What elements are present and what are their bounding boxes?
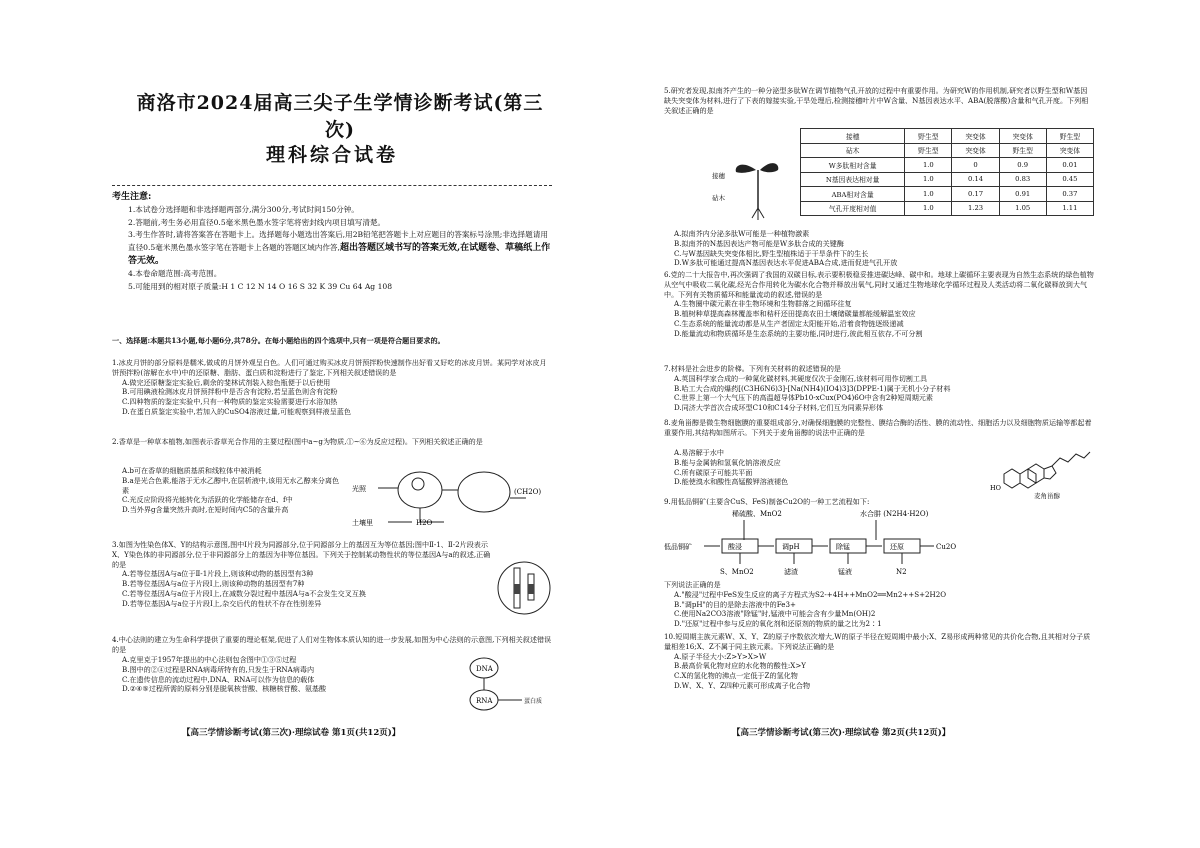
product-label: (CH2O) bbox=[514, 488, 542, 496]
notes-heading: 考生注意: bbox=[112, 192, 152, 202]
question-4-options bbox=[112, 655, 434, 694]
table-row bbox=[801, 158, 1094, 173]
table-cell: 1.0 bbox=[905, 187, 952, 202]
ring-d bbox=[1044, 466, 1056, 479]
homologous-segment bbox=[514, 584, 520, 594]
option: B.若等位基因A与a位于片段Ⅰ上,则该种动物的基因型有7种 bbox=[122, 579, 305, 589]
table-cell: 突变体 bbox=[999, 129, 1046, 144]
byproduct-label: 滤渣 bbox=[784, 568, 798, 576]
table-cell: 野生型 bbox=[905, 143, 952, 158]
option: D.若等位基因A与a位于片段Ⅰ上,杂交后代的性状不存在性别差异 bbox=[122, 598, 322, 608]
option: D.②④⑤过程所需的原料分别是脱氧核苷酸、核糖核苷酸、氨基酸 bbox=[122, 684, 327, 694]
paper-subtitle: 理科综合试卷 bbox=[265, 144, 398, 166]
photosynthesis-diagram bbox=[348, 458, 552, 538]
option: D.当外界g含量突然升高时,在短时间内C5的含量升高 bbox=[122, 505, 289, 515]
table-cell: 1.0 bbox=[905, 172, 952, 187]
option: B.拟南芥的N基因表达产物可能是W多肽合成的关键酶 bbox=[674, 238, 844, 248]
table-cell: 砧木 bbox=[801, 143, 905, 158]
question-8 bbox=[664, 418, 1094, 438]
central-dogma-diagram bbox=[438, 648, 552, 718]
process-flow-diagram bbox=[664, 506, 994, 578]
flow-start: 低品铜矿 bbox=[664, 543, 692, 551]
question-9-options bbox=[664, 580, 1094, 629]
section-heading: 一、选择题:本题共13小题,每小题6分,共78分。在每小题给出的四个选项中,只有一项是符合题目要求的。 bbox=[112, 336, 445, 345]
page-footer: 【高三学情诊断考试(第三次)·理综试卷 第1页(共12页)】 bbox=[182, 728, 401, 738]
note-item: 1.本试卷分选择题和非选择题两部分,满分300分,考试时间150分钟。 bbox=[128, 204, 359, 214]
option: C.在遗传信息的流动过程中,DNA、RNA可以作为信息的载体 bbox=[122, 674, 315, 684]
option: B.哈工大合成的爆药[(C3H6N6)3]-[Na(NH4)(IO4)3]3(DPPE-1)属于无机小分子材料 bbox=[674, 383, 951, 393]
note-item: 2.答题前,考生务必用直径0.5毫米黑色墨水签字笔将密封线内项目填写清楚。 bbox=[128, 217, 386, 227]
table-cell: 野生型 bbox=[905, 129, 952, 144]
question-10 bbox=[664, 632, 1094, 691]
homologous-segment bbox=[528, 584, 534, 594]
option: C.世界上第一个大气压下的高温超导体Pb10-xCux(PO4)6O中含有2种短周期元素 bbox=[674, 393, 933, 403]
table-row bbox=[801, 172, 1094, 187]
option: A.英国科学家合成的一种氮化碳材料,其硬度仅次于金刚石,该材料可用作切割工具 bbox=[674, 373, 928, 383]
note-text: 3.考生作答时,请将答案答在答题卡上。选择题每小题选出答案后,用2B铅笔把答题卡上对应题目的答案标号涂黑;非选择题请用直径0.5毫米黑色墨水签字笔在答题卡上各题的答题区域内作答, bbox=[128, 230, 548, 253]
stock-label: 砧木 bbox=[712, 194, 725, 202]
note-item bbox=[112, 229, 552, 267]
table-row bbox=[801, 143, 1094, 158]
step-label: 还原 bbox=[890, 543, 904, 551]
reagent-label: 水合肼 (N2H4·H2O) bbox=[860, 510, 929, 518]
table-cell: 突变体 bbox=[952, 129, 999, 144]
option: B.可用碘液检测冰皮月饼预拌粉中是否含有淀粉,若呈蓝色则含有淀粉 bbox=[122, 387, 338, 397]
option: A.原子半径大小:Z>Y>X>W bbox=[674, 651, 767, 661]
option: B.图中的②④过程是RNA病毒所特有的,只发生于RNA病毒内 bbox=[122, 664, 315, 674]
page-1 bbox=[112, 0, 552, 848]
option: B.最高价氧化物对应的水化物的酸性:X>Y bbox=[674, 661, 806, 671]
question-6 bbox=[664, 270, 1094, 339]
option: C.生态系统的能量流动都是从生产者固定太阳能开始,沿着食物链逐级递减 bbox=[674, 318, 904, 328]
light-label: 光照 bbox=[352, 485, 366, 493]
table-cell: ABA相对含量 bbox=[801, 187, 905, 202]
question-stem: 3.如图为性染色体X、Y的结构示意图,图中Ⅰ片段为同源部分,位于同源部分上的基因互为等位基因;图中Ⅱ-1、Ⅱ-2片段表示X、Y染色体的非同源部分,位于非同源部分上的基因为非等位基因。下列关于控制某动物性状的等位基因A与a的叙述,正确的是 bbox=[112, 540, 491, 569]
question-2-options bbox=[112, 466, 344, 515]
table-cell: 0.14 bbox=[952, 172, 999, 187]
option: C.若等位基因A与a位于片段Ⅰ上,在减数分裂过程中基因A与a不会发生交叉互换 bbox=[122, 588, 367, 598]
table-cell: 1.0 bbox=[905, 201, 952, 216]
question-stem: 8.麦角甾醇是微生物细胞膜的重要组成部分,对确保细胞膜的完整性、膜结合酶的活性、膜的流动性、细胞活力以及细胞物质运输等都起着重要作用,其结构如图所示。下列关于麦角甾醇的说法中正确的是 bbox=[664, 418, 1092, 437]
table-cell: 野生型 bbox=[1046, 129, 1093, 144]
question-5-options bbox=[664, 229, 1094, 268]
question-stem: 1.冰皮月饼的部分原料是糯米,做成的月饼外观呈白色。人们可通过购买冰皮月饼预拌粉快速制作出好看又好吃的冰皮月饼。某同学对冰皮月饼预拌粉(溶解在水中)中的还原糖、脂肪、蛋白质和淀粉进行了鉴定,下列相关叙述错误的是 bbox=[112, 358, 547, 377]
byproduct-label: S、MnO2 bbox=[720, 568, 754, 576]
table-cell: 0.17 bbox=[952, 187, 999, 202]
option: C.所有碳原子可能共平面 bbox=[674, 467, 753, 477]
table-cell: 0.91 bbox=[999, 187, 1046, 202]
option: A.易溶解于水中 bbox=[674, 448, 724, 457]
diagram-circle bbox=[498, 562, 550, 614]
table-cell: 突变体 bbox=[1046, 143, 1093, 158]
candidate-notes bbox=[112, 191, 552, 293]
note-bold-warning: 超出答题区域书写的答案无效,在试题卷、草稿纸上作答无效。 bbox=[128, 243, 551, 266]
option: D."还原"过程中参与反应的氧化剂和还原剂的物质的量之比为2∶1 bbox=[674, 619, 882, 629]
hydroxyl-label: HO bbox=[990, 484, 1001, 492]
roots bbox=[752, 208, 764, 220]
table-cell: N基因表达相对量 bbox=[801, 172, 905, 187]
table-row bbox=[801, 129, 1094, 144]
calvin-cycle-shape bbox=[458, 472, 510, 512]
option: A."酸浸"过程中FeS发生反应的离子方程式为S2-+4H++MnO2══Mn2++S+2H2O bbox=[674, 589, 947, 599]
table-cell: 1.11 bbox=[1046, 201, 1093, 216]
rna-label: RNA bbox=[476, 697, 493, 705]
byproduct-label: 锰液 bbox=[838, 568, 852, 576]
question-stem: 9.用低品铜矿(主要含CuS、FeS)制备Cu2O的一种工艺流程如下: bbox=[664, 497, 870, 506]
note-item: 4.本卷命题范围:高考范围。 bbox=[128, 268, 222, 278]
table-cell: 突变体 bbox=[952, 143, 999, 158]
flow-product: Cu2O bbox=[936, 543, 957, 551]
option: D.W、X、Y、Z四种元素可形成离子化合物 bbox=[674, 680, 811, 690]
option: C.光反应阶段将光能转化为活跃的化学能储存在d、f中 bbox=[122, 495, 293, 505]
exam-title: 商洛市2024届高三尖子生学情诊断考试(第三次) bbox=[136, 92, 544, 141]
table-cell: 0.45 bbox=[1046, 172, 1093, 187]
question-1 bbox=[112, 358, 552, 417]
table-cell: 1.23 bbox=[952, 201, 999, 216]
grafting-diagram bbox=[712, 156, 782, 226]
table-cell: 气孔开度相对值 bbox=[801, 201, 905, 216]
byproduct-label: N2 bbox=[896, 568, 907, 576]
protein-label: 蛋白质 bbox=[524, 698, 543, 705]
question-prompt: 下列说法正确的是 bbox=[664, 580, 721, 589]
table-cell: 0.37 bbox=[1046, 187, 1093, 202]
table-cell: 1.0 bbox=[905, 158, 952, 173]
scion-label: 接穗 bbox=[712, 172, 725, 180]
option: D.同济大学首次合成环型C10和C14分子材料,它们互为同素异形体 bbox=[674, 403, 884, 413]
option: A.拟南芥内分泌多肽W可能是一种植物激素 bbox=[674, 229, 810, 238]
option: D.在蛋白质鉴定实验中,若加入的CuSO4溶液过量,可能观察到样液呈蓝色 bbox=[122, 406, 351, 416]
question-stem: 6.党的二十大报告中,再次强调了我国的双碳目标,表示要积极稳妥推进碳达峰、碳中和。地球上碳循环主要表现为自然生态系统的绿色植物从空气中吸收二氧化碳,经光合作用转化为碳水化合物并释放出氧气,同时又通过生物地球化学循环过程及人类活动将二氧化碳释放到大气中。下列有关物质循环和能量流动的叙述,错误的是 bbox=[664, 270, 1094, 299]
table-cell: 野生型 bbox=[999, 143, 1046, 158]
page-2 bbox=[664, 0, 1094, 848]
step-label: 除锰 bbox=[836, 543, 850, 551]
question-stem: 5.研究者发现,拟南芥产生的一种分泌型多肽W在调节植物气孔开放的过程中有重要作用。为研究W的作用机制,研究者以野生型和W基因缺失突变体为材料,进行了下表的嫁接实验,干旱处理后,检测接穗叶片中W含量、N基因表达水平、ABA(脱落酸)含量和气孔开度。下列相关叙述正确的是 bbox=[664, 86, 1089, 115]
ring-a bbox=[1004, 469, 1020, 488]
option: D.能使溴水和酸性高锰酸钾溶液褪色 bbox=[674, 477, 789, 487]
option: A.克里克于1957年提出的中心法则包含图中①③⑤过程 bbox=[122, 655, 297, 664]
table-cell: 1.05 bbox=[999, 201, 1046, 216]
step-label: 调pH bbox=[782, 543, 800, 551]
table-row bbox=[801, 201, 1094, 216]
table-cell: 0.9 bbox=[999, 158, 1046, 173]
dna-label: DNA bbox=[476, 665, 493, 673]
question-stem: 10.短周期主族元素W、X、Y、Z的原子序数依次增大,W的原子半径在短周期中最小;X、Z易形成两种常见的共价化合物,且其相对分子质量相差16;X、Z不属于同主族元素。下列说法正确的是 bbox=[664, 632, 1091, 651]
water-label: H2O bbox=[416, 519, 433, 527]
option: A.生物圈中碳元素在非生物环境和生物群落之间循环往复 bbox=[674, 299, 852, 309]
question-stem: 2.香草是一种草本植物,如图表示香草光合作用的主要过程(图中a~g为物质,①~⑥为反应过程)。下列相关叙述正确的是 bbox=[112, 437, 483, 446]
table-cell: W多肽相对含量 bbox=[801, 158, 905, 173]
table-cell: 0 bbox=[952, 158, 999, 173]
option: A.若等位基因A与a位于Ⅱ-1片段上,则该种动物的基因型有3种 bbox=[122, 569, 314, 579]
option: C.使用Na2CO3溶液"除锰"时,锰液中可能会含有少量Mn(OH)2 bbox=[674, 609, 876, 619]
sex-chromosome-diagram bbox=[496, 560, 552, 616]
question-stem: 7.材料是社会进步的阶梯。下列有关材料的叙述错误的是 bbox=[664, 364, 842, 373]
question-8-options bbox=[664, 448, 982, 487]
soil-label: 土壤里 bbox=[352, 519, 373, 527]
question-3 bbox=[112, 540, 494, 609]
option: B.能与金属钠和氢氧化钠溶液反应 bbox=[674, 457, 781, 467]
side-chain bbox=[1052, 452, 1090, 466]
page-footer: 【高三学情诊断考试(第三次)·理综试卷 第2页(共12页)】 bbox=[732, 728, 951, 738]
table-row bbox=[801, 187, 1094, 202]
table-cell: 0.83 bbox=[999, 172, 1046, 187]
table-cell: 接穗 bbox=[801, 129, 905, 144]
option: B.a是光合色素,能溶于无水乙醇中,在层析液中,该用无水乙醇来分离色素 bbox=[122, 475, 340, 495]
dashed-divider bbox=[112, 185, 552, 186]
option: D.能量流动和物质循环是生态系统的主要功能,同时进行,彼此相互依存,不可分割 bbox=[674, 328, 923, 338]
option: C.X的氢化物的沸点一定低于Z的氢化物 bbox=[674, 671, 798, 681]
ergosterol-structure bbox=[990, 440, 1094, 500]
structure-caption: 麦角甾醇 bbox=[1034, 492, 1060, 500]
option: A.b可在香草的细胞质基质和线粒体中被消耗 bbox=[122, 466, 262, 475]
note-item: 5.可能用到的相对原子质量:H 1 C 12 N 14 O 16 S 32 K 39 Cu 64 Ag 108 bbox=[128, 281, 393, 291]
pigment-circle bbox=[412, 478, 424, 490]
leaf-left bbox=[736, 165, 756, 173]
question-stem: 4.中心法则的建立为生命科学提供了重要的理论框架,促进了人们对生物体本质认知的进一步发展,如图为中心法则的示意图,下列相关叙述错误的是 bbox=[112, 635, 552, 654]
question-7 bbox=[664, 364, 1094, 413]
option: B.植树种草提高森林覆盖率和秸秆还田提高农田土壤储碳量都能缓解温室效应 bbox=[674, 309, 916, 319]
option: D.W多肽可能通过提高N基因表达水平促进ABA合成,进而促进气孔开放 bbox=[674, 258, 898, 268]
option: B."调pH"的目的是除去溶液中的Fe3+ bbox=[674, 599, 796, 609]
step-label: 酸浸 bbox=[728, 543, 742, 551]
question-2 bbox=[112, 437, 552, 447]
option: A.做完还原糖鉴定实验后,剩余的斐林试剂装入棕色瓶便于以后使用 bbox=[122, 377, 331, 387]
grafting-table bbox=[800, 128, 1094, 216]
question-5 bbox=[664, 86, 1094, 115]
option: C.四种物质的鉴定实验中,只有一种物质的鉴定实验需要进行水浴加热 bbox=[122, 397, 338, 407]
reagent-label: 稀硫酸、MnO2 bbox=[732, 510, 782, 518]
table-cell: 0.01 bbox=[1046, 158, 1093, 173]
leaf-right bbox=[760, 163, 778, 172]
option: C.与W基因缺失突变体相比,野生型植株适于干旱条件下的生长 bbox=[674, 248, 869, 258]
